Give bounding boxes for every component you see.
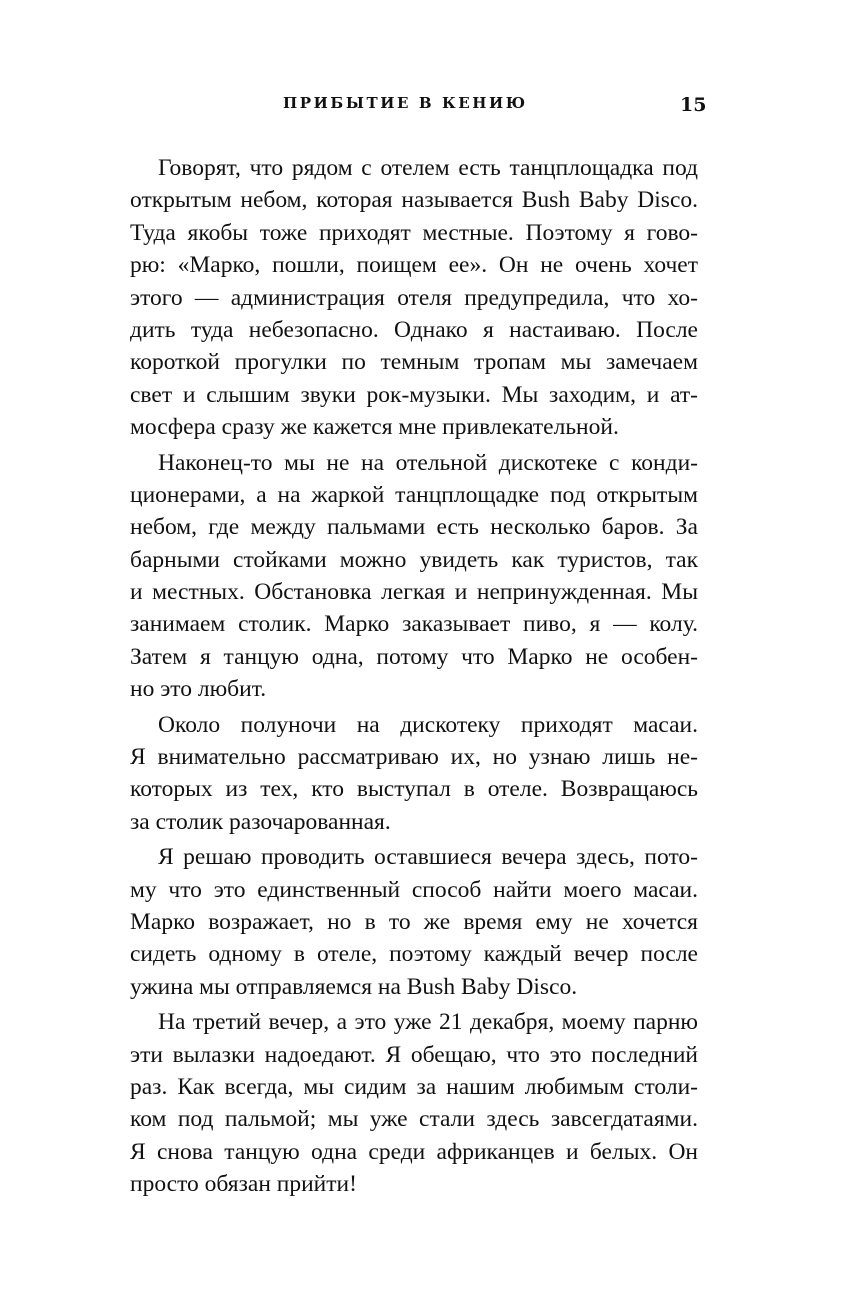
text-line: просто обязан прийти!: [130, 1171, 357, 1198]
text-line: за столик разочарованная.: [130, 808, 391, 835]
text-line: мосфера сразу же кажется мне привлекательной.: [130, 414, 619, 441]
text-line: ком под пальмой; мы уже стали здесь завсегдатаями.: [130, 1106, 698, 1133]
paragraph: [130, 841, 698, 1003]
text-line: сидеть одному в отеле, поэтому каждый вечер после: [130, 941, 698, 968]
text-line: этого — администрация отеля предупредила, что хо-: [130, 284, 698, 311]
paragraph: [130, 1006, 698, 1200]
text-line: открытым небом, которая называется Bush Baby Disco.: [130, 187, 698, 214]
text-line: рю: «Марко, пошли, поищем ее». Он не очень хочет: [130, 252, 698, 279]
text-line: Марко возражает, но в то же время ему не хочется: [130, 908, 698, 935]
text-line: Туда якобы тоже приходят местные. Поэтому я гово-: [130, 219, 698, 246]
text-line: небом, где между пальмами есть несколько баров. За: [130, 514, 698, 541]
text-line: Я решаю проводить оставшиеся вечера здесь, пото-: [158, 844, 698, 871]
text-line: занимаем столик. Марко заказывает пиво, я — колу.: [130, 611, 698, 638]
paragraph: [130, 447, 698, 706]
text-line: Затем я танцую одна, потому что Марко не особен-: [130, 643, 698, 670]
text-line: и местных. Обстановка легкая и непринужденная. Мы: [130, 579, 698, 606]
text-line: Говорят, что рядом с отелем есть танцплощадка под: [158, 155, 698, 181]
text-line: Наконец-то мы не на отельной дискотеке с конди-: [158, 449, 698, 476]
text-line: но это любит.: [130, 676, 267, 703]
running-header: ПРИБЫТИЕ В КЕНИЮ: [283, 94, 528, 112]
text-line: ужина мы отправляемся на Bush Baby Disco.: [130, 973, 578, 1000]
paragraph: [130, 152, 698, 444]
text-line: му что это единственный способ найти моего масаи.: [130, 876, 698, 903]
text-line: ционерами, а на жаркой танцплощадке под открытым: [130, 481, 698, 508]
paragraph: [130, 709, 698, 839]
text-line: которых из тех, кто выступал в отеле. Возвращаюсь: [130, 776, 698, 803]
text-line: На третий вечер, а это уже 21 декабря, моему парню: [158, 1009, 698, 1036]
text-line: Я внимательно рассматриваю их, но узнаю лишь не-: [130, 744, 698, 771]
text-line: раз. Как всегда, мы сидим за нашим любимым столи-: [130, 1073, 698, 1100]
text-line: Я снова танцую одна среди африканцев и белых. Он: [130, 1138, 698, 1165]
text-line: короткой прогулки по темным тропам мы замечаем: [130, 349, 698, 376]
text-line: эти вылазки надоедают. Я обещаю, что это последний: [130, 1041, 698, 1068]
text-line: свет и слышим звуки рок-музыки. Мы заходим, и ат-: [130, 381, 698, 408]
text-line: дить туда небезопасно. Однако я настаиваю. После: [130, 316, 698, 343]
text-line: Около полуночи на дискотеку приходят масаи.: [158, 711, 698, 738]
page-number: 15: [680, 94, 707, 116]
text-line: барными стойками можно увидеть как туристов, так: [130, 546, 698, 573]
body-text: [130, 152, 698, 1204]
